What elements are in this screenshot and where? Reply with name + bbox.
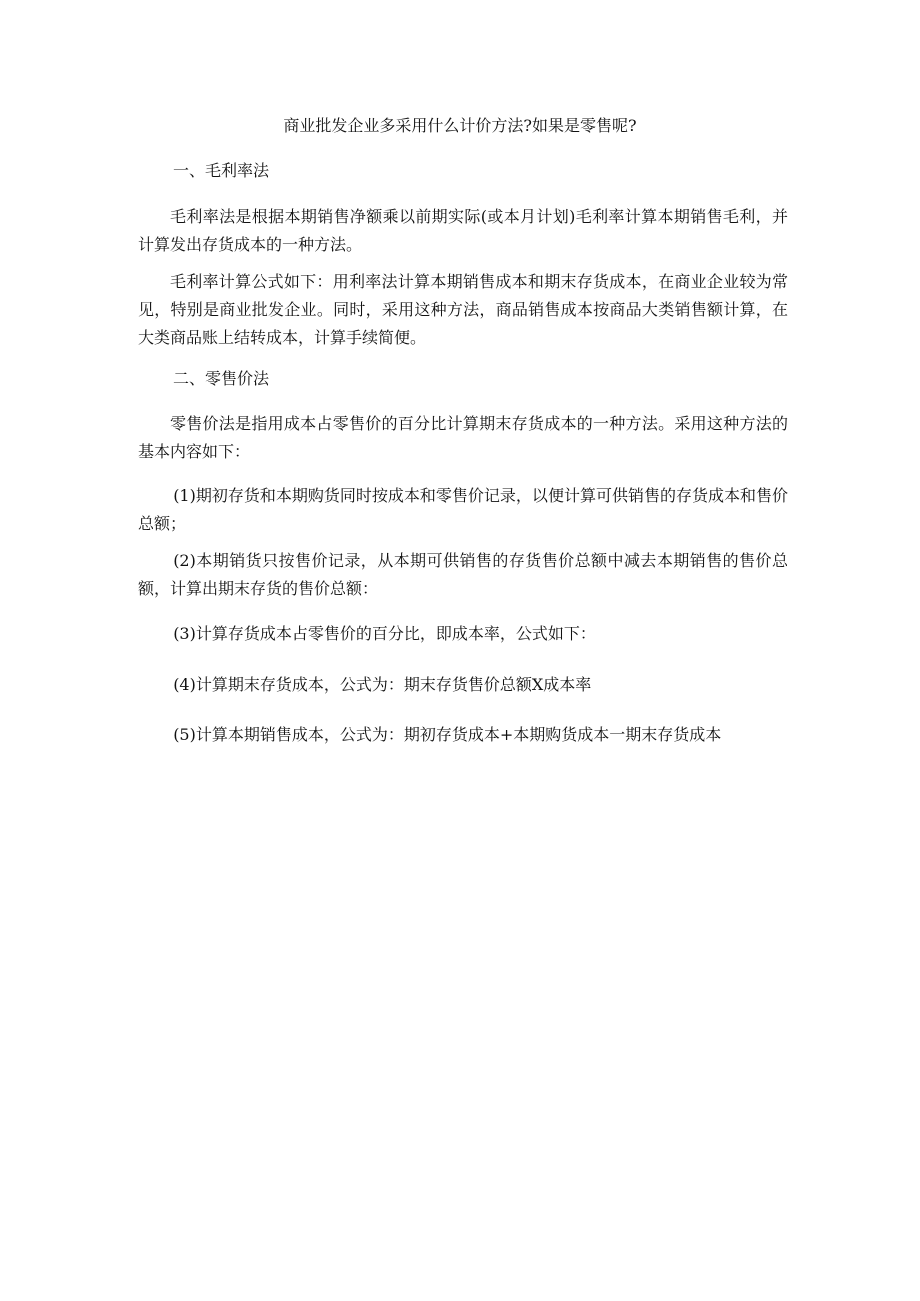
- paragraph-gross-margin-formula: [138, 268, 788, 352]
- paragraph-text: 零售价法是指用成本占零售价的百分比计算期末存货成本的一种方法。采用这种方法的基本内容如下：: [138, 414, 788, 461]
- list-item: [138, 482, 788, 538]
- list-item: [138, 547, 788, 603]
- list-item: [138, 620, 788, 648]
- paragraph-text: 毛利率法是根据本期销售净额乘以前期实际(或本月计划)毛利率计算本期销售毛利，并计算发出存货成本的一种方法。: [138, 207, 788, 254]
- paragraph-retail-price-definition: [138, 410, 788, 466]
- section-heading-retail-price: 二、零售价法: [173, 369, 270, 388]
- section-heading-gross-margin: 一、毛利率法: [173, 161, 270, 180]
- list-item: [138, 671, 788, 699]
- list-item: [138, 721, 788, 749]
- list-item-text: (3)计算存货成本占零售价的百分比，即成本率，公式如下：: [173, 624, 596, 643]
- list-item-text: (1)期初存货和本期购货同时按成本和零售价记录，以便计算可供销售的存货成本和售价总额；: [138, 486, 788, 533]
- list-item-text: (5)计算本期销售成本，公式为：期初存货成本+本期购货成本一期末存货成本: [173, 725, 722, 744]
- list-item-text: (4)计算期末存货成本，公式为：期末存货售价总额X成本率: [173, 675, 592, 694]
- paragraph-gross-margin-definition: [138, 203, 788, 259]
- paragraph-text: 毛利率计算公式如下：用利率法计算本期销售成本和期末存货成本，在商业企业较为常见，特别是商业批发企业。同时，采用这种方法，商品销售成本按商品大类销售额计算，在大类商品账上结转成本，计算手续简便。: [138, 272, 788, 347]
- list-item-text: (2)本期销货只按售价记录，从本期可供销售的存货售价总额中减去本期销售的售价总额，计算出期末存货的售价总额：: [138, 551, 788, 598]
- document-title: 商业批发企业多采用什么计价方法?如果是零售呢?: [283, 116, 637, 135]
